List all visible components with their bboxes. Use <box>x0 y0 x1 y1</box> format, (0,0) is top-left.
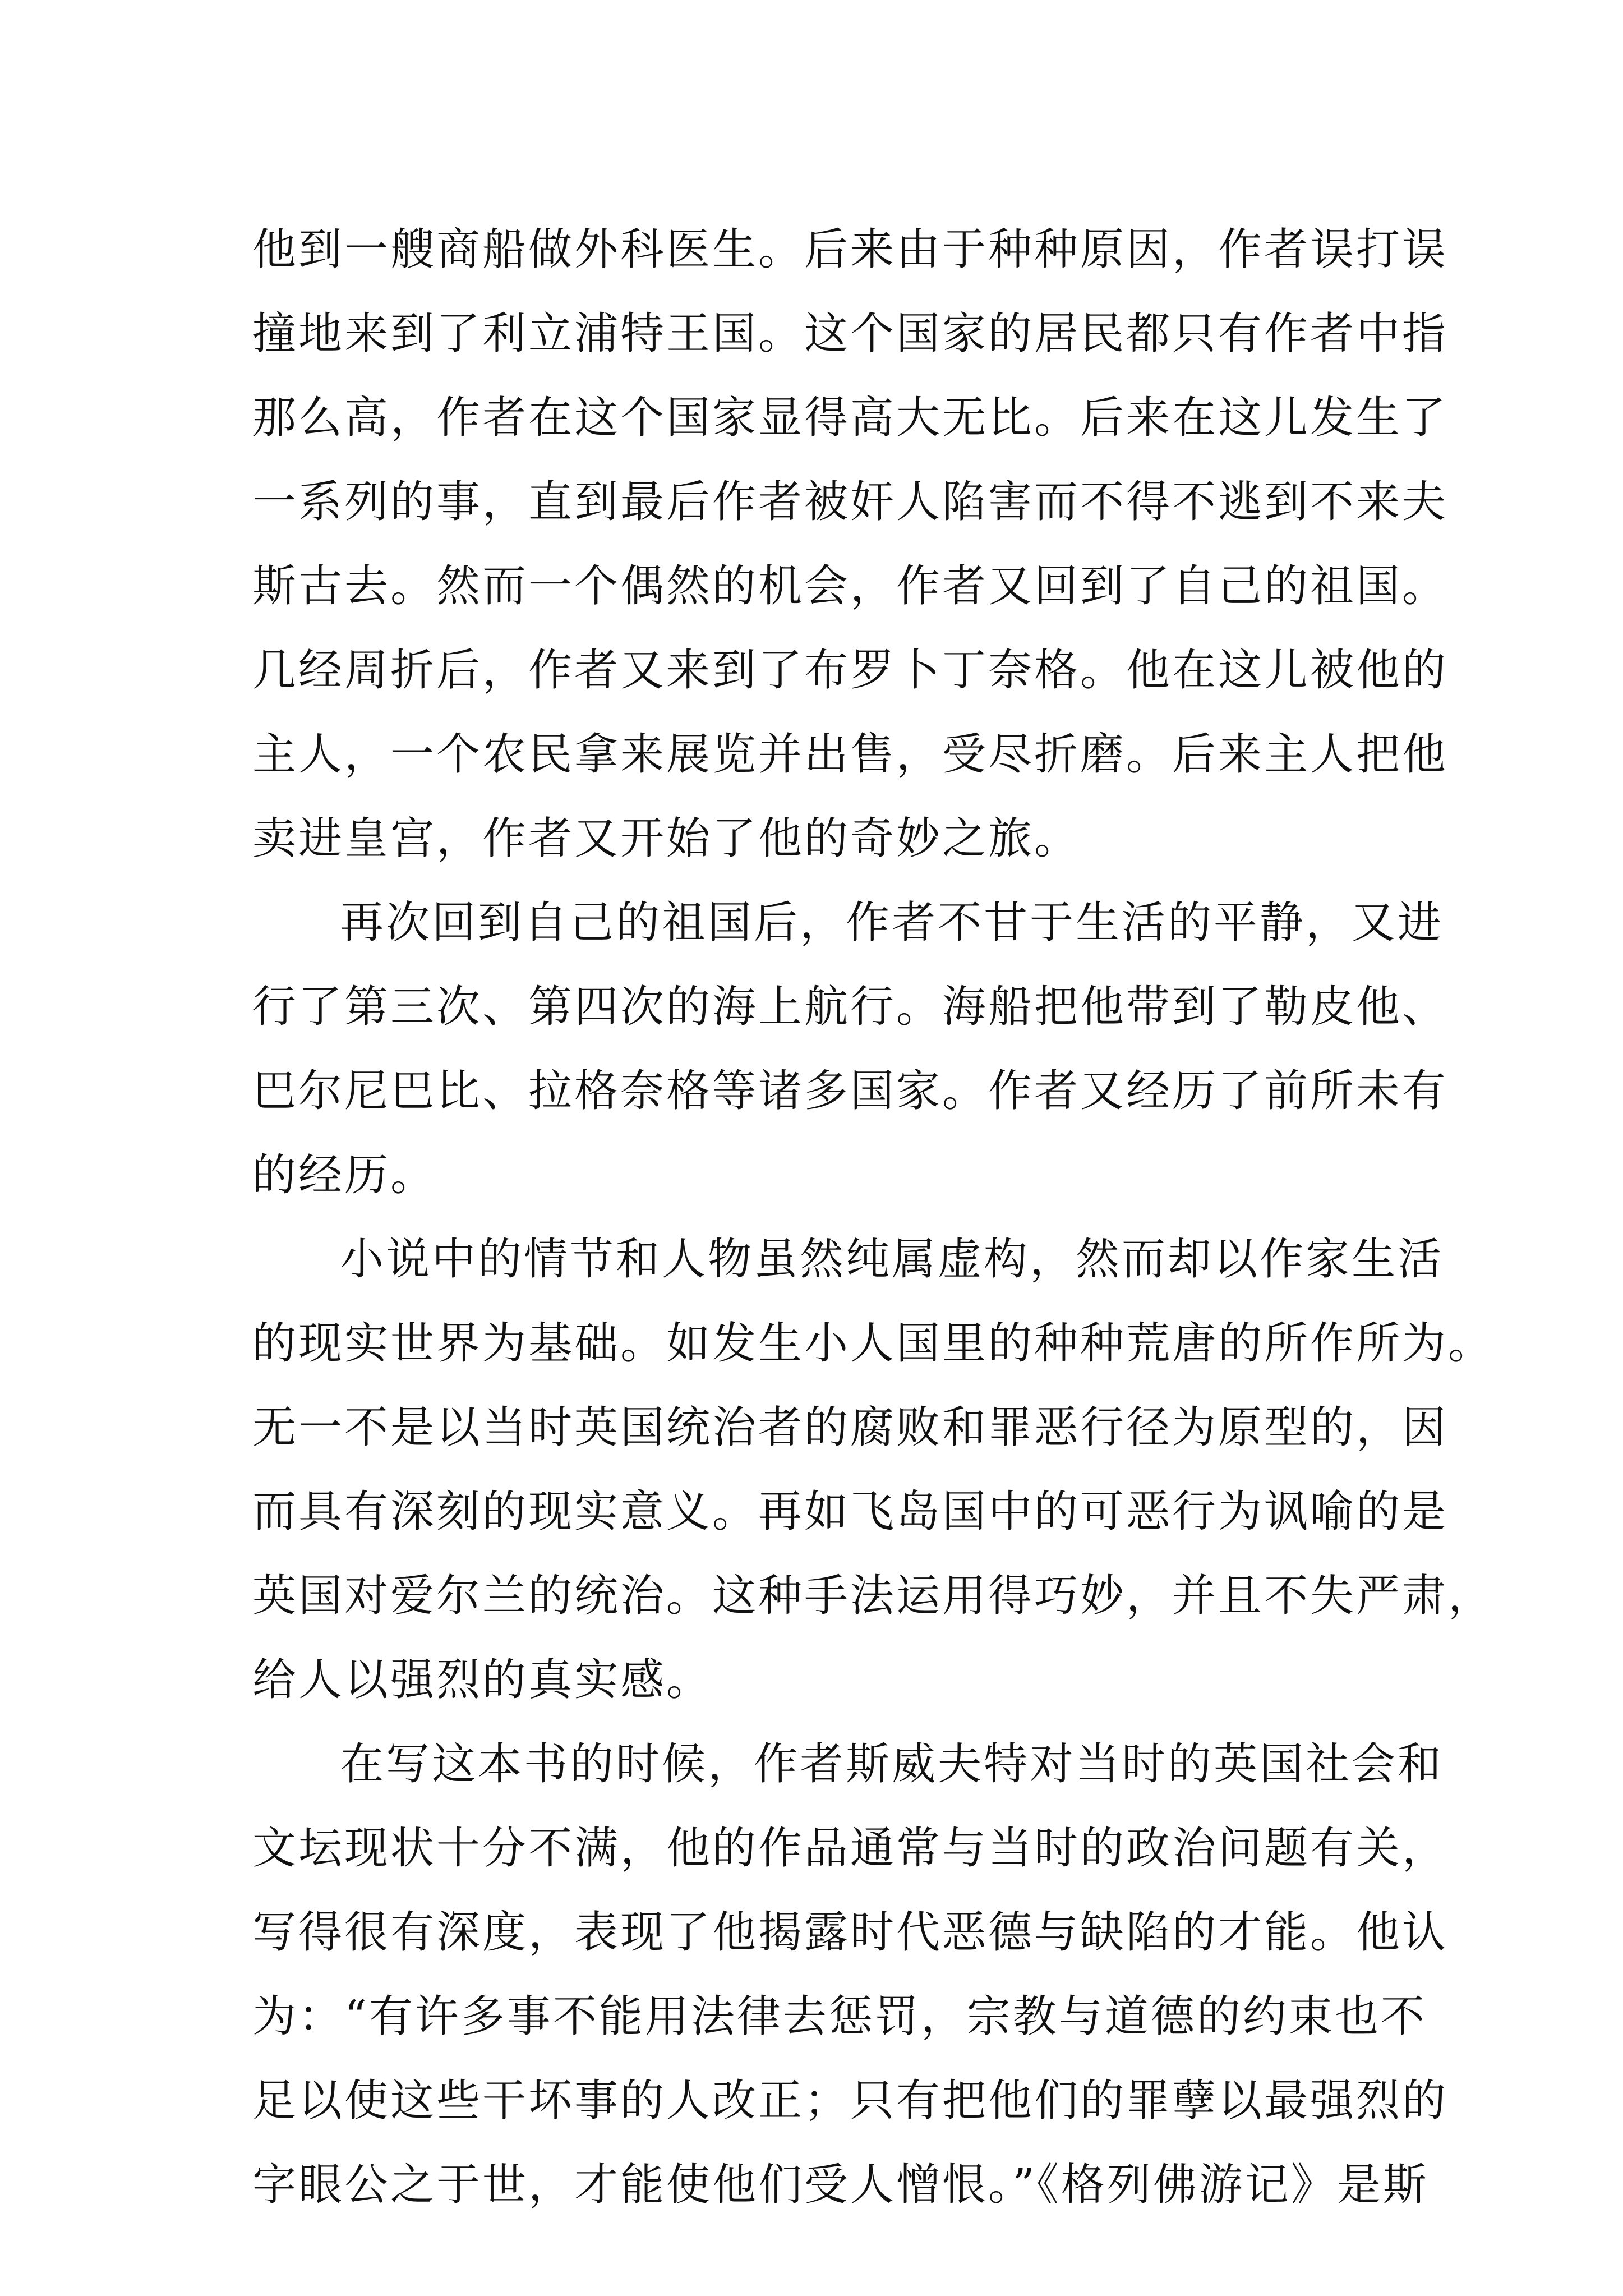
text-line: 巴尔尼巴比、拉格奈格等诸多国家。作者又经历了前所未有 <box>252 1066 1449 1116</box>
text-line: 无一不是以当时英国统治者的腐败和罪恶行径为原型的，因 <box>252 1402 1449 1453</box>
paragraph-first-line: 在写这本书的时候，作者斯威夫特对当时的英国社会和 <box>340 1739 1444 1789</box>
text-line: 给人以强烈的真实感。 <box>252 1655 713 1705</box>
text-line: 主人，一个农民拿来展览并出售，受尽折磨。后来主人把他 <box>252 729 1449 780</box>
text-line: 的现实世界为基础。如发生小人国里的种种荒唐的所作所为。 <box>252 1318 1495 1369</box>
text-line: 那么高，作者在这个国家显得高大无比。后来在这儿发生了 <box>252 393 1449 443</box>
paragraph-first-line: 再次回到自己的祖国后，作者不甘于生活的平静，又进 <box>340 898 1444 948</box>
text-line: 而具有深刻的现实意义。再如飞岛国中的可恶行为讽喻的是 <box>252 1487 1449 1537</box>
text-line: 文坛现状十分不满，他的作品通常与当时的政治问题有关， <box>252 1823 1449 1874</box>
text-line: 卖进皇宫，作者又开始了他的奇妙之旅。 <box>252 813 1081 864</box>
text-line: 撞地来到了利立浦特王国。这个国家的居民都只有作者中指 <box>252 309 1449 359</box>
paragraph-first-line: 小说中的情节和人物虽然纯属虚构，然而却以作家生活 <box>340 1234 1444 1285</box>
text-line: 斯古去。然而一个偶然的机会，作者又回到了自己的祖国。 <box>252 561 1449 611</box>
text-line: 足以使这些干坏事的人改正；只有把他们的罪孽以最强烈的 <box>252 2076 1449 2126</box>
text-line: 字眼公之于世，才能使他们受人憎恨。”《格列佛游记》是斯 <box>252 2160 1429 2210</box>
text-line: 的经历。 <box>252 1150 437 1200</box>
text-line: 几经周折后，作者又来到了布罗卜丁奈格。他在这儿被他的 <box>252 645 1449 696</box>
text-line: 为：“有许多事不能用法律去惩罚，宗教与道德的约束也不 <box>252 1991 1427 2042</box>
text-line: 写得很有深度，表现了他揭露时代恶德与缺陷的才能。他认 <box>252 1907 1449 1958</box>
text-line: 他到一艘商船做外科医生。后来由于种种原因，作者误打误 <box>252 224 1449 275</box>
text-line: 一系列的事，直到最后作者被奸人陷害而不得不逃到不来夫 <box>252 477 1449 527</box>
text-line: 行了第三次、第四次的海上航行。海船把他带到了勒皮他、 <box>252 982 1449 1032</box>
body-text <box>252 208 1495 2227</box>
text-line: 英国对爱尔兰的统治。这种手法运用得巧妙，并且不失严肃， <box>252 1571 1495 1621</box>
